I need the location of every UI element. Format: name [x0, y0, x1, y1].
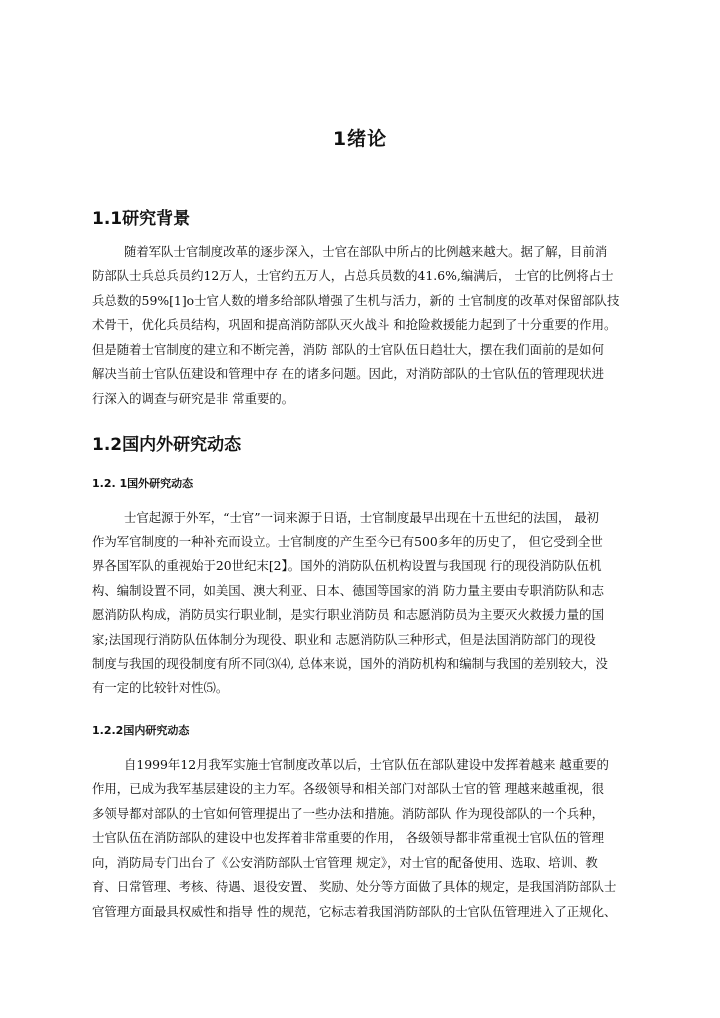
chapter-title: 1绪论	[332, 128, 388, 150]
paragraph-line: 防部队士兵总兵员约12万人，士官约五万人，占总兵员数的41.6%,编满后， 士官的比例将占士	[92, 268, 614, 283]
paragraph-line: 但是随着士官制度的建立和不断完善，消防 部队的士官队伍日趋壮大，摆在我们面前的是如何	[92, 342, 604, 357]
paragraph-line: 术骨干，优化兵员结构，巩固和提高消防部队灭火战斗 和抢险救援能力起到了十分重要的作用。	[92, 317, 617, 332]
paragraph-line: 愿消防队构成，消防员实行职业制，是实行职业消防员 和志愿消防员为主要灭火救援力量的国	[92, 607, 604, 622]
paragraph-line: 作为军官制度的一种补充而设立。士官制度的产生至今已有500多年的历史了， 但它受到全世	[92, 534, 603, 549]
paragraph-line: 界各国军队的重视始于20世纪末[2】。国外的消防队伍机构设置与我国现 行的现役消防队伍机	[92, 558, 602, 573]
paragraph-line: 官管理方面最具权威性和指导 性的规范，它标志着我国消防部队的士官队伍管理进入了正规化、	[92, 904, 617, 919]
paragraph-line: 解决当前士官队伍建设和管理中存 在的诸多问题。因此，对消防部队的士官队伍的管理现状进	[92, 366, 604, 381]
paragraph-line: 士官队伍在消防部队的建设中也发挥着非常重要的作用， 各级领导都非常重视士官队伍的管理	[92, 830, 604, 845]
paragraph-line: 士官起源于外军，“士官”一词来源于日语，士官制度最早出现在十五世纪的法国， 最初	[124, 510, 600, 525]
subsection-heading-1-2-1: 1.2. 1国外研究动态	[92, 477, 194, 490]
section-heading-1-2: 1.2国内外研究动态	[92, 435, 242, 455]
paragraph-line: 作用，已成为我军基层建设的主力军。各级领导和相关部门对部队士官的管 理越来越重视，很	[92, 781, 604, 796]
paragraph-line: 向，消防局专门出台了《公安消防部队士官管理 规定》，对士官的配备使用、选取、培训、教	[92, 855, 598, 870]
paragraph-line: 育、日常管理、考核、待遇、退役安置、 奖励、处分等方面做了具体的规定，是我国消防部队士	[92, 879, 617, 894]
paragraph-line: 制度与我国的现役制度有所不同⑶⑷, 总体来说，国外的消防机构和编制与我国的差别较大，没	[92, 656, 608, 671]
paragraph-line: 随着军队士官制度改革的逐步深入，士官在部队中所占的比例越来越大。据了解，目前消	[124, 244, 608, 259]
paragraph-line: 兵总数的59%[1]o士官人数的增多给部队增强了生机与活力，新的 士官制度的改革对保留部队技	[92, 293, 620, 308]
paragraph-line: 行深入的调查与研究是非 常重要的。	[92, 391, 295, 406]
paragraph-line: 构、编制设置不同，如美国、澳大利亚、日本、德国等国家的消 防力量主要由专职消防队和志	[92, 583, 604, 598]
paragraph-line: 多领导都对部队的士官如何管理提出了一些办法和措施。消防部队 作为现役部队的一个兵种，	[92, 806, 604, 821]
paragraph-line: 家;法国现行消防队伍体制分为现役、职业和 志愿消防队三种形式，但是法国消防部门的现役	[92, 632, 596, 647]
paragraph-line: 有一定的比较针对性⑸。	[92, 680, 229, 695]
subsection-heading-1-2-2: 1.2.2国内研究动态	[92, 724, 190, 737]
section-heading-1-1: 1.1研究背景	[92, 209, 191, 229]
paragraph-line: 自1999年12月我军实施士官制度改革以后，士官队伍在部队建设中发挥着越来 越重要的	[124, 757, 609, 772]
